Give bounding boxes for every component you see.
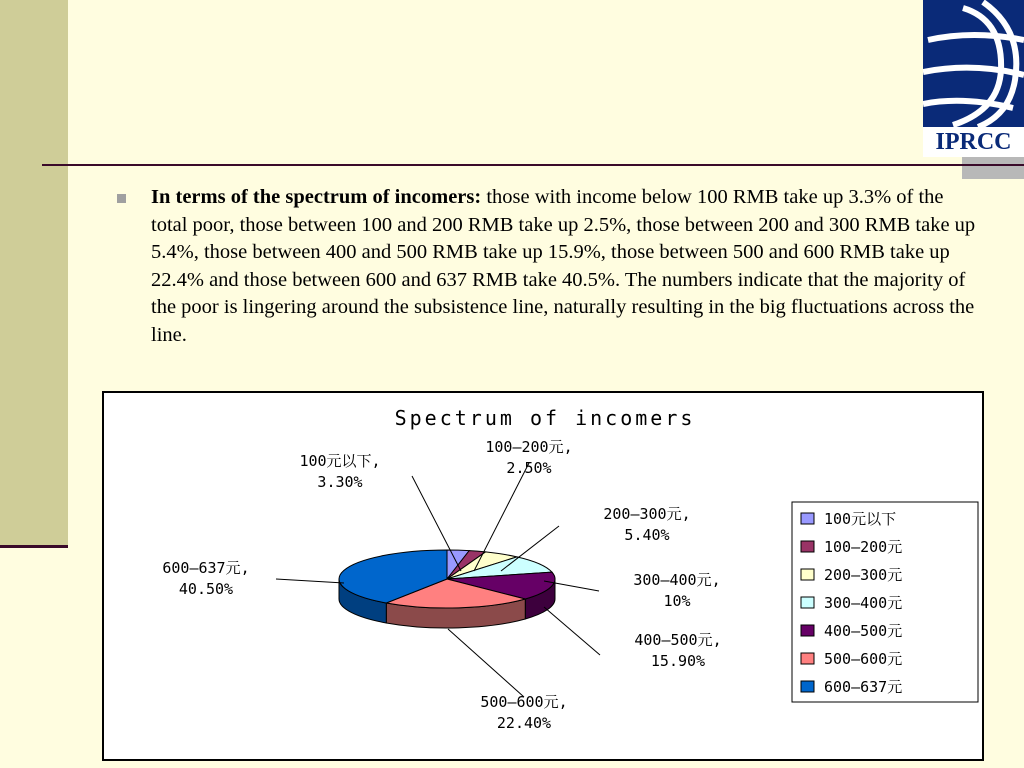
- slice-label-name: 100—200元,: [485, 438, 573, 456]
- pie-chart: [102, 391, 984, 761]
- legend-swatch: [801, 681, 814, 692]
- slice-label-value: 3.30%: [317, 473, 363, 491]
- logo-text: IPRCC: [923, 127, 1024, 157]
- legend-label: 100元以下: [824, 510, 897, 528]
- bullet-marker: [117, 194, 126, 203]
- globe-icon: [923, 0, 1024, 127]
- slice-label-name: 400—500元,: [634, 631, 722, 649]
- chart-title: Spectrum of incomers: [394, 406, 696, 430]
- leader-line: [544, 607, 600, 655]
- legend-swatch: [801, 597, 814, 608]
- legend-swatch: [801, 513, 814, 524]
- slice-label-value: 2.50%: [506, 459, 552, 477]
- header-divider: [42, 164, 962, 166]
- slice-label-value: 5.40%: [624, 526, 670, 544]
- slice-label-name: 100元以下,: [299, 452, 381, 470]
- legend-label: 600—637元: [824, 678, 903, 696]
- legend-swatch: [801, 541, 814, 552]
- legend-label: 300—400元: [824, 594, 903, 612]
- iprcc-logo: [923, 0, 1024, 157]
- slice-label-name: 200—300元,: [603, 505, 691, 523]
- chart-canvas: [104, 393, 982, 759]
- legend-label: 200—300元: [824, 566, 903, 584]
- bullet-heading: In terms of the spectrum of incomers:: [151, 186, 482, 208]
- bullet-body: those with income below 100 RMB take up 3.3% of the total poor, those between 100 and 200 RMB take up 2.5%, those between 200 and 300 RMB take up 5.4%, those between 400 and 500 RMB take up 15.9%, those between 500 and 600 RMB take up 22.4% and those between 600 and 637 RMB take 40.5%. The numbers indicate that the majority of the poor is lingering around the subsistence line, naturally resulting in the big fluctuations across the line.: [151, 186, 976, 346]
- slice-label-value: 40.50%: [178, 580, 234, 598]
- legend-label: 100—200元: [824, 538, 903, 556]
- slice-label-value: 10%: [663, 592, 691, 610]
- legend-swatch: [801, 625, 814, 636]
- bullet-paragraph: [151, 184, 981, 349]
- leader-line: [276, 579, 344, 583]
- slice-label-value: 15.90%: [650, 652, 706, 670]
- legend-label: 400—500元: [824, 622, 903, 640]
- legend-label: 500—600元: [824, 650, 903, 668]
- slice-label-name: 300—400元,: [633, 571, 721, 589]
- legend-swatch: [801, 569, 814, 580]
- slice-label-value: 22.40%: [496, 714, 552, 732]
- legend-swatch: [801, 653, 814, 664]
- header-accent-line: [962, 164, 1024, 166]
- decorative-side-bar: [0, 0, 68, 545]
- leader-line: [448, 629, 524, 697]
- slice-label-name: 500—600元,: [480, 693, 568, 711]
- side-bar-underline: [0, 545, 68, 548]
- slice-label-name: 600—637元,: [162, 559, 250, 577]
- header-accent-block: [962, 157, 1024, 179]
